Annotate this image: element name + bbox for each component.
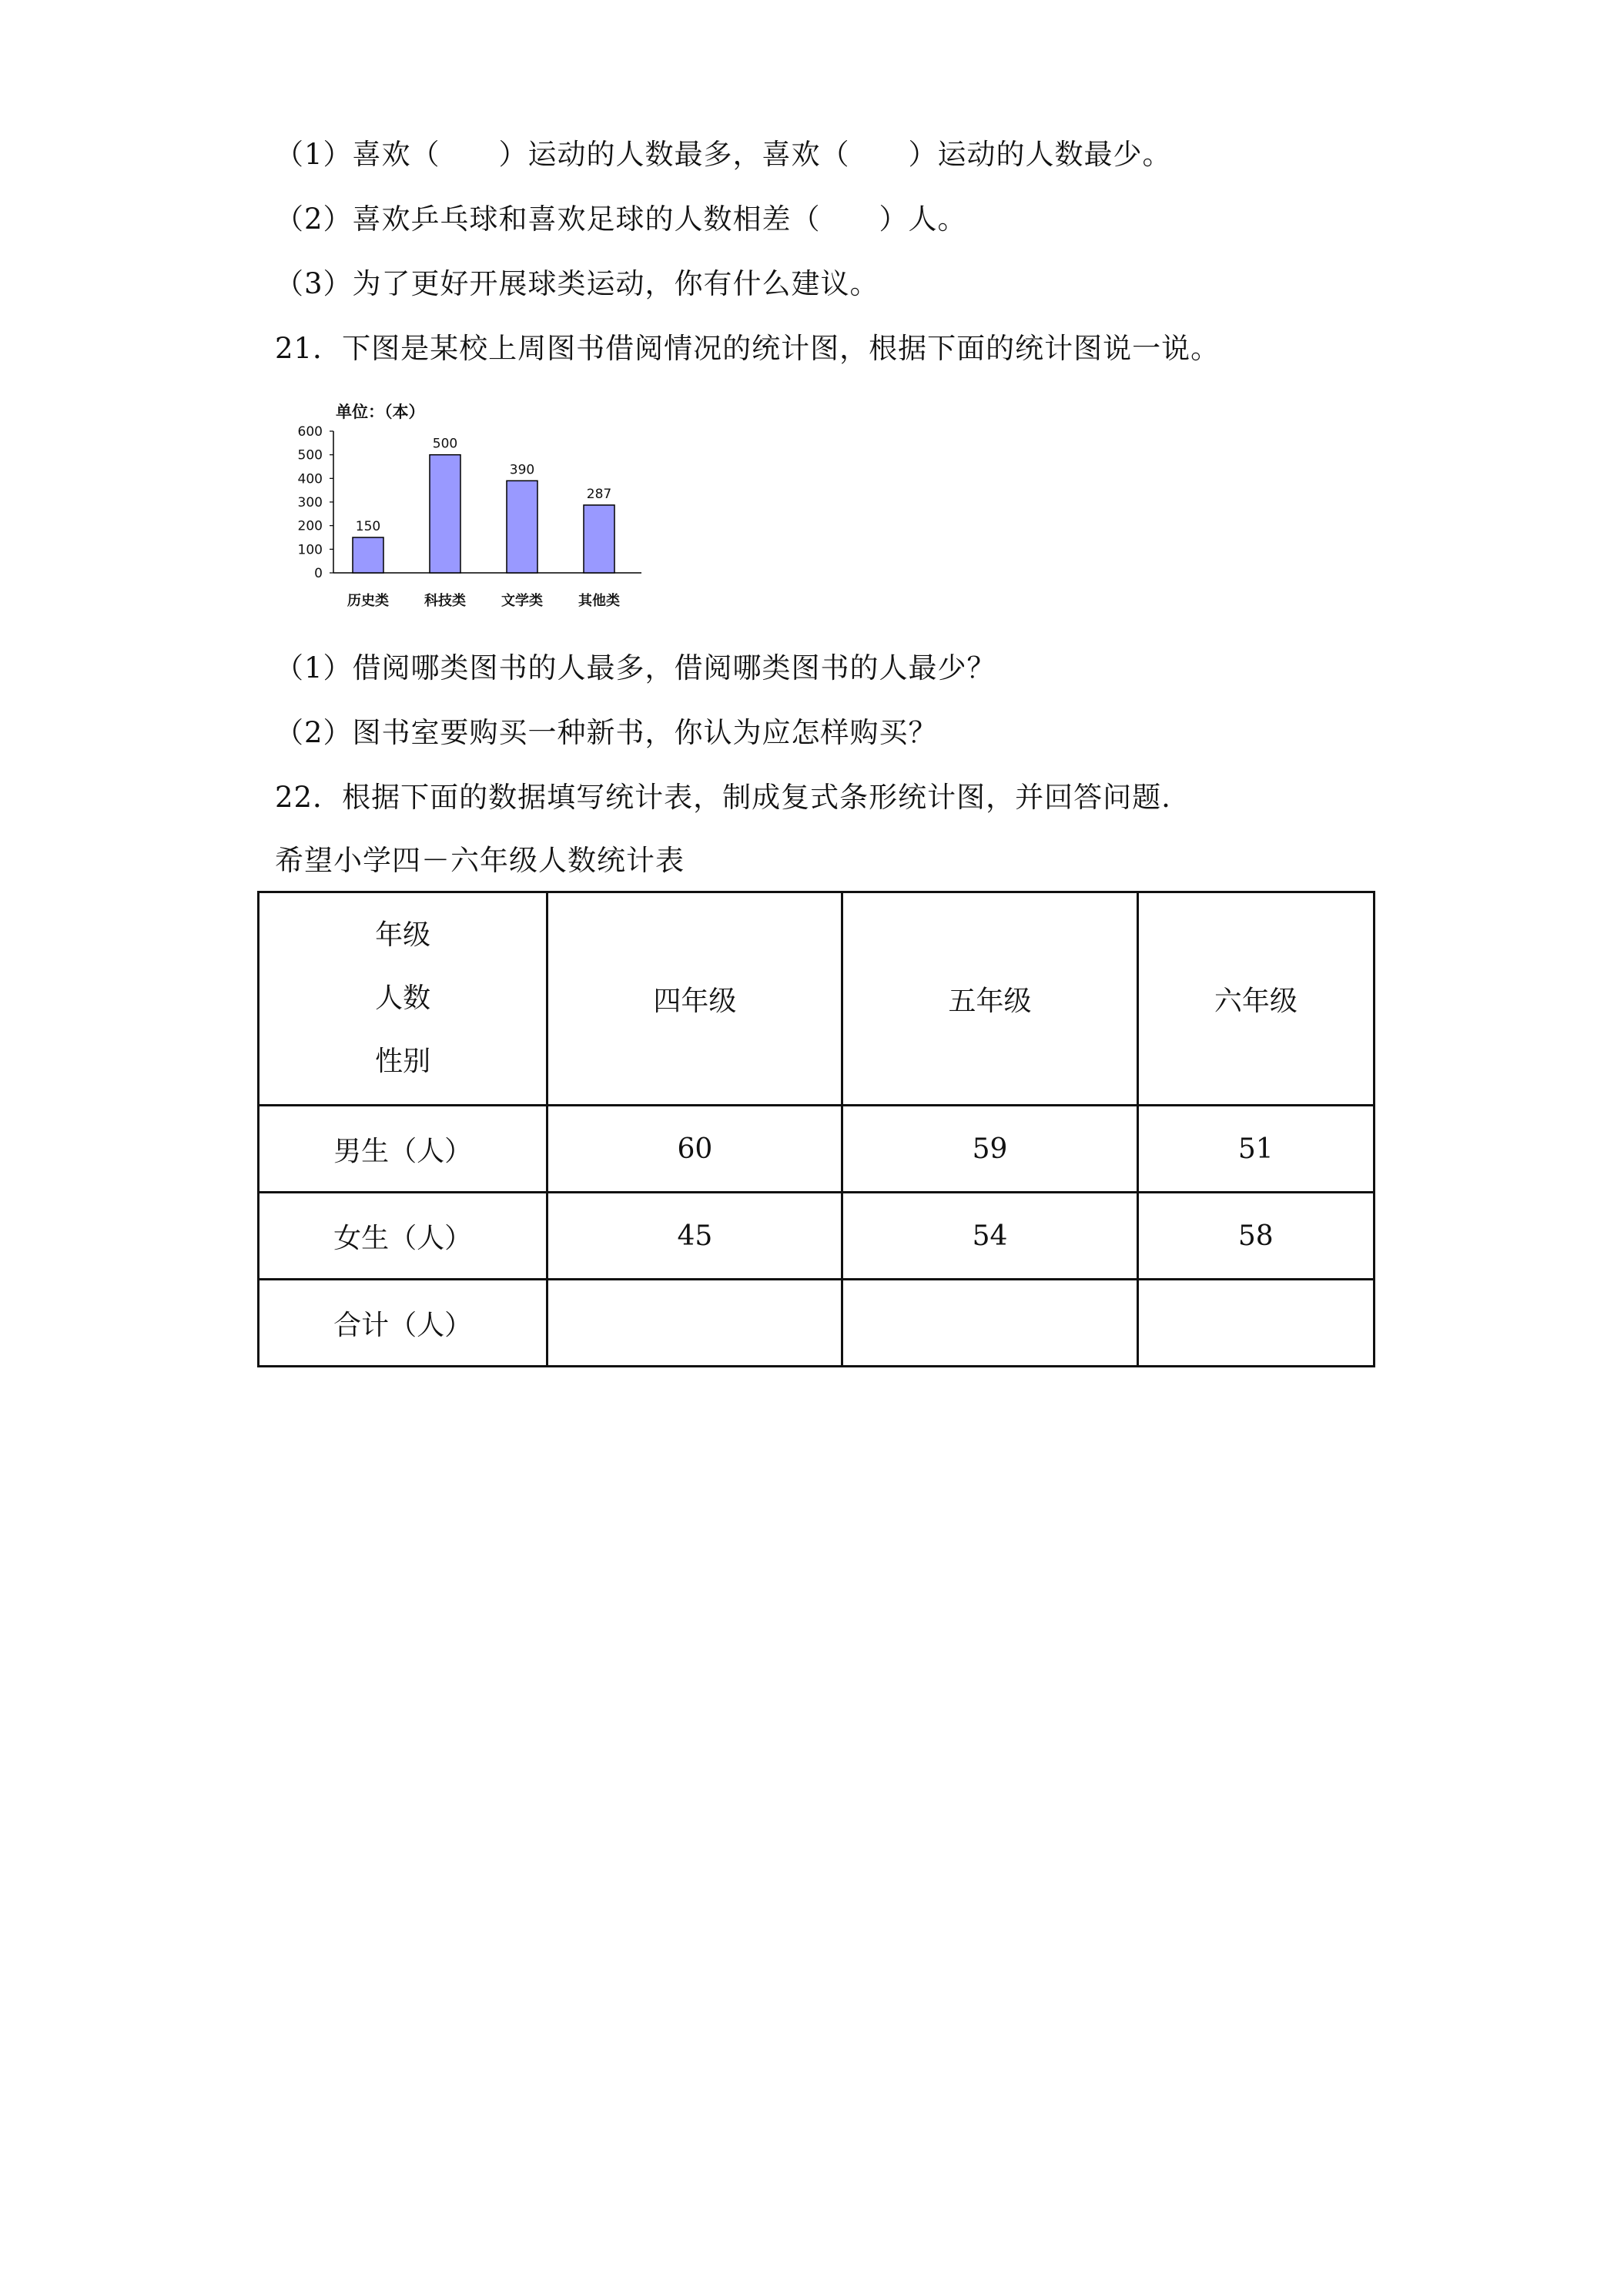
y-tick-label: 100 xyxy=(297,542,323,558)
table-row-girls xyxy=(259,1193,1375,1280)
grade-statistics-table xyxy=(257,891,1375,1367)
row-label-boys: 男生（人） xyxy=(259,1106,547,1193)
corner-label-grade: 年级 xyxy=(375,919,431,951)
row-label-total: 合计（人） xyxy=(259,1280,547,1367)
column-header-grade-5: 五年级 xyxy=(842,892,1137,1106)
cell-total-grade-5 xyxy=(842,1280,1137,1367)
bar-value-label: 150 xyxy=(355,519,381,534)
bar-value-label: 287 xyxy=(586,486,612,502)
table-corner-cell xyxy=(259,892,547,1106)
question-20-part-2: （2）喜欢乒乓球和喜欢足球的人数相差（ ）人。 xyxy=(275,202,967,236)
book-borrowing-bar-chart xyxy=(270,399,647,622)
cell-boys-grade-4: 60 xyxy=(547,1106,842,1193)
cell-boys-grade-6: 51 xyxy=(1137,1106,1374,1193)
table-row-total xyxy=(259,1280,1375,1367)
bar-1 xyxy=(353,537,383,573)
question-20-part-3: （3）为了更好开展球类运动，你有什么建议。 xyxy=(275,267,879,300)
bar-4 xyxy=(584,505,614,573)
cell-girls-grade-6: 58 xyxy=(1137,1193,1374,1280)
cell-total-grade-4 xyxy=(547,1280,842,1367)
bar-value-label: 390 xyxy=(509,462,535,478)
x-category-label: 文学类 xyxy=(501,593,543,609)
y-tick-label: 400 xyxy=(297,471,323,487)
y-tick-label: 300 xyxy=(297,495,323,510)
y-tick-label: 0 xyxy=(314,566,323,581)
x-category-label: 其他类 xyxy=(578,593,620,609)
corner-label-count: 人数 xyxy=(375,982,431,1014)
y-tick-label: 500 xyxy=(297,447,323,464)
column-header-grade-6: 六年级 xyxy=(1137,892,1374,1106)
y-tick-label: 200 xyxy=(297,518,323,534)
y-tick-label: 600 xyxy=(297,424,323,440)
question-20-part-1: （1）喜欢（ ）运动的人数最多，喜欢（ ）运动的人数最少。 xyxy=(275,138,1172,171)
column-header-grade-4: 四年级 xyxy=(547,892,842,1106)
x-category-label: 科技类 xyxy=(424,593,466,609)
corner-label-gender: 性别 xyxy=(375,1046,431,1077)
row-label-girls: 女生（人） xyxy=(259,1193,547,1280)
table-header-row xyxy=(259,892,1375,1106)
question-21-part-1: （1）借阅哪类图书的人最多，借阅哪类图书的人最少？ xyxy=(275,651,996,684)
chart-title: 单位：（本） xyxy=(336,403,425,421)
bar-3 xyxy=(507,480,537,573)
cell-total-grade-6 xyxy=(1137,1280,1374,1367)
cell-girls-grade-4: 45 xyxy=(547,1193,842,1280)
x-category-label: 历史类 xyxy=(347,593,389,609)
question-21-part-2: （2）图书室要购买一种新书，你认为应怎样购买？ xyxy=(275,716,938,749)
cell-girls-grade-5: 54 xyxy=(842,1193,1137,1280)
question-21: 21．下图是某校上周图书借阅情况的统计图，根据下面的统计图说一说。 xyxy=(275,332,1221,365)
bar-value-label: 500 xyxy=(432,436,458,452)
table-row-boys xyxy=(259,1106,1375,1193)
question-22: 22．根据下面的数据填写统计表，制成复式条形统计图，并回答问题. xyxy=(275,781,1171,814)
cell-boys-grade-5: 59 xyxy=(842,1106,1137,1193)
bar-chart-svg xyxy=(270,399,647,622)
bar-2 xyxy=(430,455,460,573)
table-title: 希望小学四－六年级人数统计表 xyxy=(275,844,685,877)
